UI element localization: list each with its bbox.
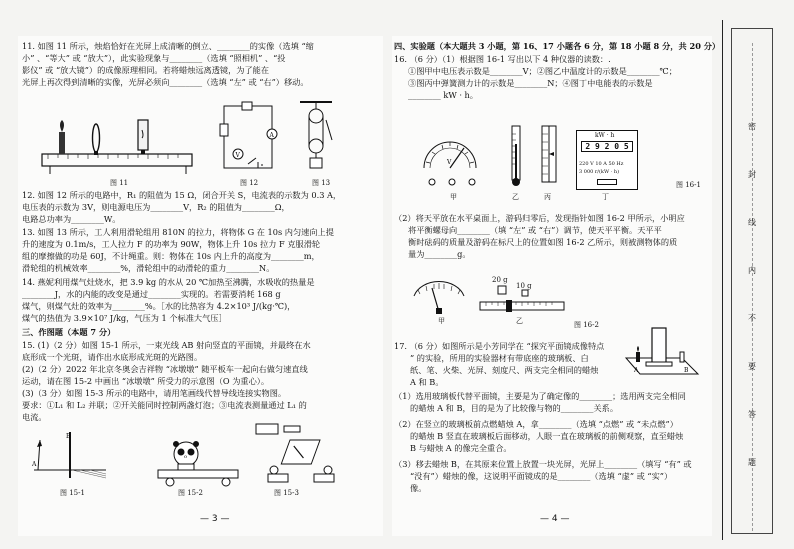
q15-line-7: 电流。 <box>22 412 47 422</box>
q15-line-5: (3)（3 分）如图 15-3 所示的电路中，请用笔画线代替导线连接实物图。 <box>22 388 287 398</box>
q17-line-5: （1）选用玻璃板代替平面镜，主要是为了确定像的________；选用两支完全相同 <box>394 391 686 401</box>
q13-line-4: 滑轮组的机械效率________%，滑轮组中的动滑轮的重力________N。 <box>22 263 275 273</box>
figure-15-3-caption: 图 15-3 <box>274 489 299 497</box>
q16-line-3: ③图丙中弹簧测力计的示数是________N；④图丁中电能表的示数是 <box>408 78 653 88</box>
svg-text:A: A <box>32 461 37 468</box>
meter-digits: 2 9 2 0 5 <box>581 141 633 152</box>
figure-16-1-caption: 图 16-1 <box>676 181 701 189</box>
q16-2-line-4: 量为________g。 <box>408 249 471 259</box>
section-4-heading: 四、实验题（本大题共 3 小题，第 16、17 小题各 6 分，第 18 小题 8 分，共 20 分） <box>394 41 721 51</box>
q17-line-11: “没有”）蜡烛的像，这说明平面镜成的是________（选填 “虚” 或 “实”） <box>410 471 673 481</box>
q17-line-2: ” 的实验，所用的实验器材有带底座的玻璃板、白 <box>410 353 589 363</box>
q16-2-line-1: （2）将天平放在水平桌面上，游码归零后，发现指针如图 16-2 甲所示，小明应 <box>394 213 685 223</box>
seal-char-5: 不 <box>748 314 756 323</box>
svg-text:V: V <box>235 152 240 159</box>
svg-text:B: B <box>684 367 689 374</box>
figure-16-1-label-b: 乙 <box>512 193 519 201</box>
meter-wheel <box>597 179 617 185</box>
seal-char-8: 题 <box>748 458 756 467</box>
q17-line-8: 的蜡烛 B 竖直在玻璃板后面移动，人眼一直在玻璃板的前侧观察，直至蜡烛 <box>410 431 684 441</box>
page-number-right: — 4 — <box>540 514 570 524</box>
binding-strip-frame <box>731 28 773 534</box>
seal-char-1: 密 <box>748 122 756 131</box>
q16-line-1: 16. （6 分）（1）根据图 16-1 写出以下 4 种仪器的读数：. <box>394 54 611 64</box>
page-number-left: — 3 — <box>200 514 230 524</box>
q17-line-9: B 与蜡烛 A 的像完全重合。 <box>410 443 512 453</box>
seal-char-7: 答 <box>748 410 756 419</box>
q11-line-1: 11. 如图 11 所示，烛焰恰好在光屏上成清晰的倒立、________的实像（选填 “缩 <box>22 41 314 51</box>
q11-line-3: 影仪” 或 “放大镜”）的成像原理相同。若将蜡烛远离透镜，为了能在 <box>22 65 270 75</box>
seal-char-2: 封 <box>748 170 756 179</box>
q11-line-2: 小” 、“等大” 或 “放大”），此实验现象与________（选填 “照相机” 、“投 <box>22 53 286 63</box>
q17-line-6: 的蜡烛 A 和 B，目的是为了比较像与物的________关系。 <box>410 403 619 413</box>
figure-13-caption: 图 13 <box>312 179 331 187</box>
svg-text:A: A <box>269 132 274 139</box>
q12-line-1: 12. 如图 12 所示的电路中，R₁ 的阻值为 15 Ω，闭合开关 S，电流表的示数为 0.3 A， <box>22 190 342 200</box>
seal-char-3: 线 <box>748 218 756 227</box>
q17-line-12: 像。 <box>410 483 427 493</box>
figure-15-1-mirror-water <box>30 426 110 484</box>
figure-16-2-pointer-scale <box>412 282 466 314</box>
q13-line-1: 13. 如图 13 所示，工人利用滑轮组用 810N 的拉力，将物体 G 在 10s 内匀速向上提 <box>22 227 334 237</box>
weight-20g: 20 g <box>492 276 508 284</box>
figure-16-1-terminals <box>426 176 478 188</box>
q11-line-4: 光屏上再次得到清晰的实像，光屏必须向________（选填 “左” 或 “右”）移动。 <box>22 77 309 87</box>
q13-line-3: 组的摩擦做的功是 60J，不计绳重。则：物体在 10s 内上升的高度为________m， <box>22 251 320 261</box>
meter-spec-1: 220 V 10 A 50 Hz <box>579 161 624 167</box>
figure-16-2-label-b: 乙 <box>516 317 523 325</box>
meter-spec-2: 3 000 r/(kW · h) <box>579 169 620 175</box>
figure-16-1-voltmeter <box>420 132 480 174</box>
q14-line-2: ________J，水的内能的改变是通过________实现的。若需要消耗 168 g <box>22 289 281 299</box>
q14-line-1: 14. 燕妮利用煤气灶烧水，把 3.9 kg 的水从 20 ℃加热至沸腾，水吸收的热量是 <box>22 277 315 287</box>
figure-15-2-bing-dwen-dwen-cart <box>150 440 250 486</box>
figure-12-caption: 图 12 <box>240 179 259 187</box>
q14-line-4: 煤气的热值为 3.9×10⁷ J/kg，气压为 1 个标准大气压］ <box>22 313 227 323</box>
figure-15-3-components <box>250 422 360 488</box>
svg-text:o: o <box>184 454 188 460</box>
svg-text:B: B <box>66 433 71 440</box>
figure-16-1-label-d: 丁 <box>602 193 609 201</box>
q14-line-3: 煤气，则煤气灶的效率为________%。［水的比热容为 4.2×10³ J/(kg·℃)， <box>22 301 296 311</box>
svg-text:A: A <box>634 367 639 374</box>
q17-line-4: A 和 B。 <box>410 377 444 387</box>
q15-line-1: 15. (1)（2 分）如图 15-1 所示，一束光线 AB 射向竖直的平面镜，并最终在水 <box>22 340 311 350</box>
q17-line-7: （2）在竖立的玻璃板前点燃蜡烛 A，拿________（选填 “点燃” 或 “未点燃”） <box>394 419 678 429</box>
q15-line-4: 运动，请在图 15-2 中画出 “冰墩墩” 所受力的示意图（O 为重心）。 <box>22 376 270 386</box>
binding-strip <box>722 20 779 540</box>
svg-text:V: V <box>447 159 452 166</box>
q16-2-line-3: 衡时砝码的质量及游码在标尺上的位置如图 16-2 乙所示，则被测物体的质 <box>408 237 678 247</box>
figure-11-optical-bench <box>38 118 198 178</box>
figure-15-2-caption: 图 15-2 <box>178 489 203 497</box>
figure-15-1-caption: 图 15-1 <box>60 489 85 497</box>
section-3-heading: 三、作图题（本题 7 分） <box>22 327 116 337</box>
q17-line-10: （3）移去蜡烛 B，在其原来位置上放置一块光屏，光屏上________（填写 “有” 或 <box>394 459 692 469</box>
q15-line-3: (2)（2 分）2022 年北京冬奥会吉祥物 “冰墩墩” 随平板车一起向右做匀速直线 <box>22 364 308 374</box>
q12-line-3: 电路总功率为________W。 <box>22 214 121 224</box>
meter-unit: kW · h <box>595 132 615 139</box>
figure-16-1-thermometer <box>506 124 526 188</box>
q12-line-2: 电压表的示数为 3V，则电源电压为________V，R₂ 的阻值为________Ω， <box>22 202 290 212</box>
figure-16-2-weights-ruler <box>478 286 568 316</box>
seal-char-4: 内 <box>748 266 756 275</box>
figure-17-plane-mirror-setup <box>622 322 702 380</box>
figure-16-1-label-c: 丙 <box>544 193 551 201</box>
q17-line-3: 纸、笔、火柴、光屏、刻度尺、两支完全相同的蜡烛 <box>410 365 599 375</box>
figure-11-caption: 图 11 <box>110 179 129 187</box>
figure-16-1-energy-meter <box>576 130 638 190</box>
q13-line-2: 升的速度为 0.1m/s，工人拉力 F 的功率为 90W，物体上升 10s 拉力 F 克服滑轮 <box>22 239 321 249</box>
q16-2-line-2: 将平衡螺母向________（填 “左” 或 “右”）调节，使天平平衡。天平平 <box>408 225 662 235</box>
q17-line-1: 17. （6 分）如图所示是小芳同学在 “探究平面镜成像特点 <box>394 341 605 351</box>
figure-16-2-label-a: 甲 <box>438 317 445 325</box>
figure-16-1-spring-scale <box>538 124 560 188</box>
figure-16-2-caption: 图 16-2 <box>574 321 599 329</box>
q16-line-4: ________ kW · h。 <box>408 90 478 100</box>
figure-16-1-label-a: 甲 <box>450 193 457 201</box>
q15-line-6: 要求：①L₁ 和 L₂ 并联；②开关能同时控制两盏灯泡；③电流表测量通过 L₁ 的 <box>22 400 307 410</box>
q15-line-2: 底形成一个光斑，请作出水底形成光斑的光路图。 <box>22 352 203 362</box>
figure-13-pulley <box>296 100 336 178</box>
weight-10g: 10 g <box>516 282 532 290</box>
seal-char-6: 要 <box>748 362 756 371</box>
figure-12-circuit <box>218 100 278 178</box>
q16-line-2: ①图甲中电压表示数是________V；②图乙中温度计的示数是________℃； <box>408 66 677 76</box>
